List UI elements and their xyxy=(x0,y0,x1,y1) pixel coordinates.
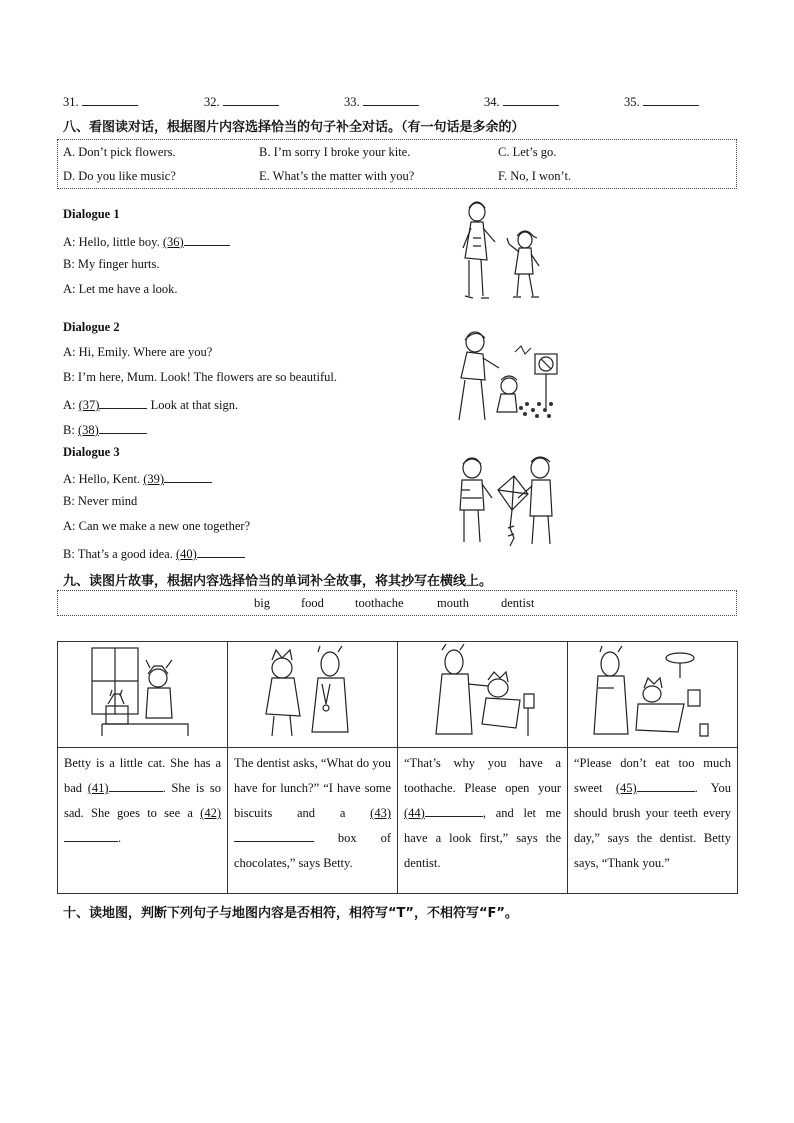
blank-44-number: (44) xyxy=(404,806,425,820)
dentist-and-cat-in-chair-illustration xyxy=(588,644,718,740)
story-picture-2 xyxy=(228,642,398,748)
dialogue-1-line-3: A: Let me have a look. xyxy=(63,282,178,296)
answer-33[interactable]: 33. xyxy=(344,92,419,110)
blank-41-number: (41) xyxy=(87,781,109,795)
blank-42-number: (42) xyxy=(200,806,221,820)
story-table xyxy=(57,641,738,894)
answer-35[interactable]: 35. xyxy=(624,92,699,110)
word-food: food xyxy=(301,596,324,610)
dialogue-3-line-2: B: Never mind xyxy=(63,494,138,508)
option-f: F. No, I won’t. xyxy=(498,169,572,183)
word-toothache: toothache xyxy=(355,596,404,610)
blank-39-number: (39) xyxy=(143,472,165,486)
word-big: big xyxy=(254,596,270,610)
option-a: A. Don’t pick flowers. xyxy=(63,145,176,159)
dialogue-1-line-2: B: My finger hurts. xyxy=(63,257,160,271)
story-text-2: The dentist asks, “What do you have for lunch?” “I have some biscuits and a (43) box of chocolates,” says Betty. xyxy=(228,748,398,894)
word-dentist: dentist xyxy=(501,596,535,610)
blank-40-number: (40) xyxy=(175,547,197,561)
blank-37[interactable] xyxy=(99,395,147,409)
boys-broken-kite-illustration xyxy=(452,454,562,550)
option-c: C. Let’s go. xyxy=(498,145,557,159)
answer-34[interactable]: 34. xyxy=(484,92,559,110)
answer-32[interactable]: 32. xyxy=(204,92,279,110)
dialogue-3-line-1: A: Hello, Kent. (39) xyxy=(63,469,212,487)
section-9-heading: 九、读图片故事，根据内容选择恰当的单词补全故事，将其抄写在横线上。 xyxy=(63,574,493,589)
mum-girl-flowers-illustration xyxy=(455,328,565,424)
blank-37-number: (37) xyxy=(78,398,100,412)
option-b: B. I’m sorry I broke your kite. xyxy=(259,145,411,159)
dentist-checking-cat-illustration xyxy=(428,644,538,740)
dialogue-2-line-1: A: Hi, Emily. Where are you? xyxy=(63,345,213,359)
blank-45[interactable] xyxy=(637,778,695,792)
blank-36-number: (36) xyxy=(162,235,184,249)
dialogue-2-line-2: B: I’m here, Mum. Look! The flowers are so beautiful. xyxy=(63,370,337,384)
option-d: D. Do you like music? xyxy=(63,169,176,183)
word-mouth: mouth xyxy=(437,596,469,610)
option-e: E. What’s the matter with you? xyxy=(259,169,415,183)
dialogue-1-title: Dialogue 1 xyxy=(63,207,120,221)
blank-42[interactable] xyxy=(64,828,118,842)
blank-44[interactable] xyxy=(425,803,483,817)
blank-40[interactable] xyxy=(197,544,245,558)
answer-31[interactable]: 31. xyxy=(63,92,138,110)
story-picture-1 xyxy=(58,642,228,748)
blank-43-number: (43) xyxy=(370,806,391,820)
blank-45-number: (45) xyxy=(615,781,637,795)
blank-36[interactable] xyxy=(184,232,230,246)
doctor-and-boy-illustration xyxy=(455,198,550,304)
dialogue-2-title: Dialogue 2 xyxy=(63,320,120,334)
section-8-heading: 八、看图读对话，根据图片内容选择恰当的句子补全对话。（有一句话是多余的） xyxy=(63,120,525,135)
story-picture-4 xyxy=(568,642,738,748)
cat-and-goat-desk-illustration xyxy=(88,644,198,740)
blank-38[interactable] xyxy=(99,420,147,434)
section-10-heading: 十、读地图，判断下列句子与地图内容是否相符，相符写“T”，不相符写“F”。 xyxy=(63,906,518,921)
dialogue-3-line-3: A: Can we make a new one together? xyxy=(63,519,251,533)
story-text-4: “Please don’t eat too much sweet (45) . You should brush your teeth every day,” says the dentist. Betty says, “Thank you.” xyxy=(568,748,738,894)
story-picture-3 xyxy=(398,642,568,748)
dialogue-2-line-3: A: (37) Look at that sign. xyxy=(63,395,238,413)
dialogue-2-line-4: B: (38) xyxy=(63,420,147,438)
blank-43[interactable] xyxy=(234,828,314,842)
blank-39[interactable] xyxy=(164,469,212,483)
story-text-3: “That’s why you have a toothache. Please open your (44) , and let me have a look first,” says the dentist. xyxy=(398,748,568,894)
blank-38-number: (38) xyxy=(77,423,99,437)
dialogue-3-title: Dialogue 3 xyxy=(63,445,120,459)
dialogue-3-line-4: B: That’s a good idea. (40) xyxy=(63,544,245,562)
story-text-1: Betty is a little cat. She has a bad (41) . She is so sad. She goes to see a (42). xyxy=(58,748,228,894)
cat-and-dentist-talking-illustration xyxy=(258,644,368,740)
blank-41[interactable] xyxy=(109,778,163,792)
dialogue-1-line-1: A: Hello, little boy. (36) xyxy=(63,232,230,250)
